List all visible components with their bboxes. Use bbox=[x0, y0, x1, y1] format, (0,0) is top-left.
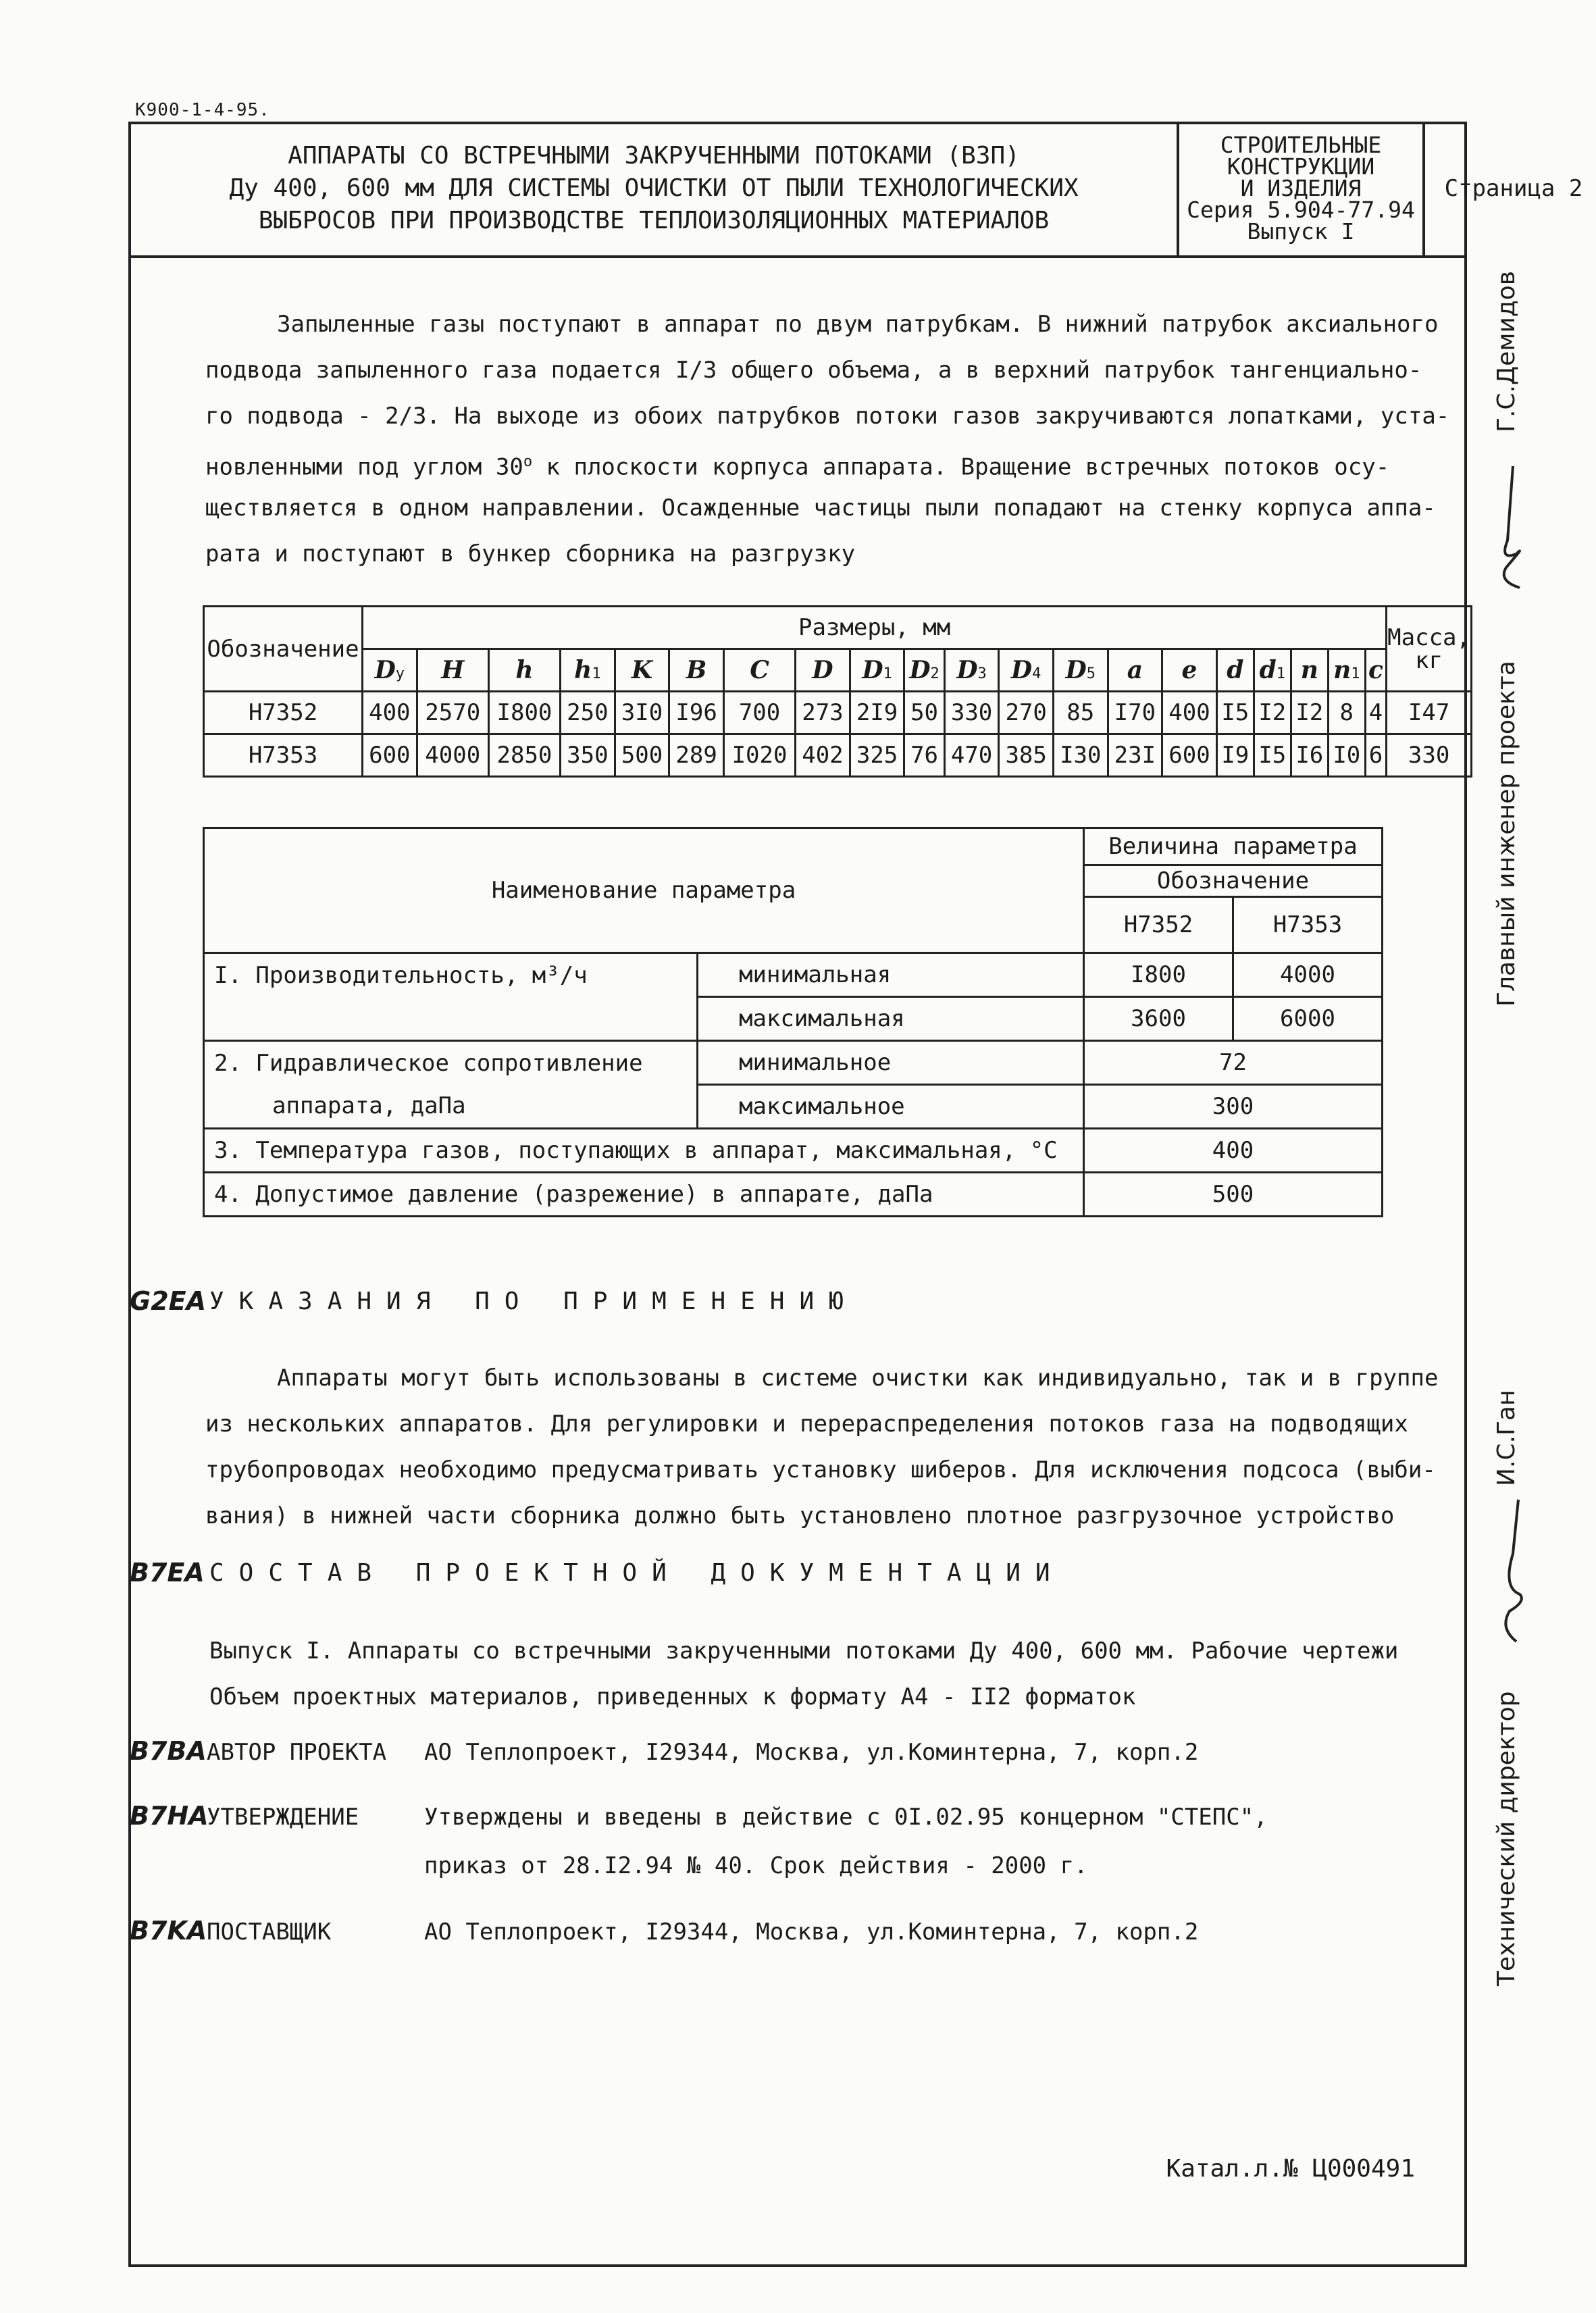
dimension-symbol: d1 bbox=[1254, 649, 1291, 692]
dimension-symbol: H bbox=[417, 649, 488, 692]
dimension-cell: 600 bbox=[1162, 734, 1217, 777]
docs-line: Выпуск I. Аппараты со встречными закрученными потоками Ду 400, 600 мм. Рабочие чертежи bbox=[209, 1637, 1399, 1664]
dimension-cell: I800 bbox=[488, 692, 560, 734]
series-line: Выпуск I bbox=[1247, 218, 1355, 245]
title-block bbox=[128, 122, 1583, 258]
usage-line: из нескольких аппаратов. Для регулировки и перераспределения потоков газа на подводящих bbox=[205, 1410, 1408, 1438]
intro-line: рата и поступают в бункер сборника на разгрузку bbox=[205, 540, 856, 567]
intro-line: новленными под углом $30^о$ к плоскости корпуса аппарата. Вращение встречных потоков осу- bbox=[205, 453, 1390, 481]
dimension-symbol: n bbox=[1291, 649, 1328, 692]
author-text: АО Теплопроект, I29344, Москва, ул.Коминтерна, 7, корп.2 bbox=[424, 1739, 1199, 1766]
dimension-cell: I2 bbox=[1254, 692, 1291, 734]
dimension-cell: 273 bbox=[796, 692, 850, 734]
dimension-symbol: a bbox=[1108, 649, 1162, 692]
dimension-cell: I30 bbox=[1053, 734, 1108, 777]
section-code: B7KA bbox=[130, 1916, 207, 1946]
dimension-cell: 2850 bbox=[488, 734, 560, 777]
dimension-symbol: D bbox=[796, 649, 850, 692]
param-value: 300 bbox=[1084, 1085, 1383, 1129]
dimension-cell: 3I0 bbox=[615, 692, 669, 734]
section-code: B7HA bbox=[130, 1801, 209, 1831]
usage-line: Аппараты могут быть использованы в системе очистки как индивидуально, так и в группе bbox=[277, 1365, 1439, 1392]
series-line: СТРОИТЕЛЬНЫЕ bbox=[1220, 132, 1382, 158]
param-capacity-label: I. Производительность, м³/ч bbox=[204, 953, 698, 1041]
dimension-symbol: h bbox=[488, 649, 560, 692]
chief-engineer-title: Главный инженер проекта bbox=[1493, 661, 1520, 1007]
dimension-cell: 6 bbox=[1365, 734, 1386, 777]
section-code: B7EA bbox=[130, 1558, 205, 1587]
dimension-symbol: e bbox=[1162, 649, 1217, 692]
param-value: 4000 bbox=[1233, 953, 1383, 997]
param-value: 6000 bbox=[1233, 997, 1383, 1041]
dimension-symbol: n1 bbox=[1328, 649, 1365, 692]
dimension-cell: 76 bbox=[904, 734, 944, 777]
dimension-symbol: d bbox=[1216, 649, 1254, 692]
dimension-cell: 2570 bbox=[417, 692, 488, 734]
mass-cell: I47 bbox=[1387, 692, 1472, 734]
dimension-cell: I0 bbox=[1328, 734, 1365, 777]
dimensions-table bbox=[203, 605, 1472, 778]
title-line: Ду 400, 600 мм ДЛЯ СИСТЕМЫ ОЧИСТКИ ОТ ПЫЛИ ТЕХНОЛОГИЧЕСКИХ bbox=[229, 174, 1079, 202]
intro-line: подвода запыленного газа подается I/3 общего объема, а в верхний патрубок тангенциально- bbox=[205, 357, 1422, 384]
series-line: Серия 5.904-77.94 bbox=[1187, 197, 1415, 223]
dimension-cell: 400 bbox=[363, 692, 417, 734]
series-line: КОНСТРУКЦИИ bbox=[1227, 153, 1375, 180]
approval-label: УТВЕРЖДЕНИЕ bbox=[207, 1804, 359, 1831]
designation-cell: H7353 bbox=[204, 734, 363, 777]
param-sub-label: минимальная bbox=[698, 953, 1084, 997]
section-code: G2EA bbox=[130, 1286, 206, 1316]
dimension-cell: 400 bbox=[1162, 692, 1217, 734]
dimension-cell: 470 bbox=[944, 734, 999, 777]
dimension-cell: 330 bbox=[944, 692, 999, 734]
series-block bbox=[1179, 122, 1425, 255]
param-sub-label: минимальное bbox=[698, 1041, 1084, 1085]
dimension-symbol: D5 bbox=[1053, 649, 1108, 692]
catalog-number: Катал.л.№ Ц000491 bbox=[1166, 2155, 1415, 2183]
dimension-cell: I6 bbox=[1291, 734, 1328, 777]
dimension-symbol: h1 bbox=[561, 649, 615, 692]
dimension-cell: 385 bbox=[999, 734, 1054, 777]
dimension-symbol: D3 bbox=[944, 649, 999, 692]
sizes-header: Размеры, мм bbox=[363, 607, 1387, 649]
dimension-cell: I70 bbox=[1108, 692, 1162, 734]
dimension-cell: I5 bbox=[1216, 692, 1254, 734]
param-resistance-label: аппарата, даПа bbox=[204, 1085, 698, 1129]
mass-cell: 330 bbox=[1387, 734, 1472, 777]
document-code: К900-1-4-95. bbox=[135, 100, 270, 120]
dimension-symbol: K bbox=[615, 649, 669, 692]
page-number: Страница 2 bbox=[1444, 175, 1583, 202]
dimension-cell: I5 bbox=[1254, 734, 1291, 777]
supplier-label: ПОСТАВЩИК bbox=[207, 1918, 332, 1946]
param-value: 72 bbox=[1084, 1041, 1383, 1085]
param-value-header: Величина параметра bbox=[1084, 828, 1383, 865]
dimension-cell: 4000 bbox=[417, 734, 488, 777]
dimension-cell: 23I bbox=[1108, 734, 1162, 777]
dimension-symbol: C bbox=[723, 649, 795, 692]
director-title: Технический директор bbox=[1493, 1691, 1520, 1986]
dimension-cell: I9 bbox=[1216, 734, 1254, 777]
param-pressure-label: 4. Допустимое давление (разрежение) в аппарате, даПа bbox=[204, 1173, 1084, 1217]
dimension-cell: 500 bbox=[615, 734, 669, 777]
dimension-cell: 350 bbox=[561, 734, 615, 777]
usage-section-title: УКАЗАНИЯ ПО ПРИМЕНЕНИЮ bbox=[209, 1288, 858, 1315]
dimension-cell: 8 bbox=[1328, 692, 1365, 734]
signature-gan-icon bbox=[1486, 1493, 1533, 1648]
dimension-cell: 402 bbox=[796, 734, 850, 777]
param-value: 3600 bbox=[1084, 997, 1233, 1041]
approval-line: приказ от 28.I2.94 № 40. Срок действия - 2000 г. bbox=[424, 1852, 1088, 1879]
dimension-cell: 250 bbox=[561, 692, 615, 734]
mass-header: Масса, кг bbox=[1387, 607, 1472, 692]
section-code: B7BA bbox=[130, 1736, 207, 1766]
dimension-cell: I020 bbox=[723, 734, 795, 777]
dimension-cell: 600 bbox=[363, 734, 417, 777]
parameters-table bbox=[203, 827, 1383, 1217]
dimension-cell: 289 bbox=[669, 734, 724, 777]
supplier-text: АО Теплопроект, I29344, Москва, ул.Коминтерна, 7, корп.2 bbox=[424, 1918, 1199, 1946]
dimension-symbol: D4 bbox=[999, 649, 1054, 692]
intro-line: го подвода - 2/3. На выходе из обоих патрубков потоки газов закручиваются лопатками, уста- bbox=[205, 403, 1450, 430]
docs-line: Объем проектных материалов, приведенных к формату А4 - II2 форматок bbox=[209, 1683, 1136, 1710]
param-value: 400 bbox=[1084, 1129, 1383, 1173]
dimension-cell: 2I9 bbox=[850, 692, 904, 734]
param-value: 500 bbox=[1084, 1173, 1383, 1217]
param-name-header: Наименование параметра bbox=[204, 828, 1084, 953]
designation-cell: H7352 bbox=[204, 692, 363, 734]
title-line: ВЫБРОСОВ ПРИ ПРОИЗВОДСТВЕ ТЕПЛОИЗОЛЯЦИОННЫХ МАТЕРИАЛОВ bbox=[258, 207, 1050, 234]
signature-demidov-icon bbox=[1486, 459, 1533, 594]
param-temperature-label: 3. Температура газов, поступающих в аппарат, максимальная, °С bbox=[204, 1129, 1084, 1173]
param-designation-header: Обозначение bbox=[1084, 865, 1383, 897]
dimension-symbol: D1 bbox=[850, 649, 904, 692]
dimension-cell: I2 bbox=[1291, 692, 1328, 734]
dimension-cell: I96 bbox=[669, 692, 724, 734]
intro-line: ществляется в одном направлении. Осажденные частицы пыли попадают на стенку корпуса аппа- bbox=[205, 494, 1436, 522]
author-label: АВТОР ПРОЕКТА bbox=[207, 1739, 387, 1766]
dimension-symbol: c bbox=[1365, 649, 1386, 692]
docs-section-title: СОСТАВ ПРОЕКТНОЙ ДОКУМЕНТАЦИИ bbox=[209, 1559, 1065, 1587]
dimension-symbol: B bbox=[669, 649, 724, 692]
approval-line: Утверждены и введены в действие с 0I.02.95 концерном "СТЕПС", bbox=[424, 1804, 1268, 1831]
dimension-cell: 85 bbox=[1053, 692, 1108, 734]
dimension-cell: 270 bbox=[999, 692, 1054, 734]
param-value: I800 bbox=[1084, 953, 1233, 997]
chief-engineer-name: Г.С.Демидов bbox=[1493, 271, 1520, 432]
usage-line: вания) в нижней части сборника должно быть установлено плотное разгрузочное устройство bbox=[205, 1502, 1395, 1529]
param-model-h7352: H7352 bbox=[1084, 897, 1233, 953]
dimension-cell: 50 bbox=[904, 692, 944, 734]
dimension-symbol: Dу bbox=[363, 649, 417, 692]
dimension-cell: 700 bbox=[723, 692, 795, 734]
document-title bbox=[131, 122, 1179, 255]
param-sub-label: максимальная bbox=[698, 997, 1084, 1041]
param-sub-label: максимальное bbox=[698, 1085, 1084, 1129]
usage-line: трубопроводах необходимо предусматривать установку шиберов. Для исключения подсоса (выби- bbox=[205, 1456, 1436, 1483]
series-line: И ИЗДЕЛИЯ bbox=[1240, 175, 1362, 201]
intro-line: Запыленные газы поступают в аппарат по двум патрубкам. В нижний патрубок аксиального bbox=[277, 311, 1439, 338]
title-line: АППАРАТЫ СО ВСТРЕЧНЫМИ ЗАКРУЧЕННЫМИ ПОТОКАМИ (ВЗП) bbox=[288, 142, 1020, 170]
director-name: И.С.Ган bbox=[1493, 1390, 1520, 1486]
dimension-cell: 4 bbox=[1365, 692, 1386, 734]
dimension-symbol: D2 bbox=[904, 649, 944, 692]
designation-header: Обозначение bbox=[204, 607, 363, 692]
param-model-h7353: H7353 bbox=[1233, 897, 1383, 953]
dimension-cell: 325 bbox=[850, 734, 904, 777]
param-resistance-label: 2. Гидравлическое сопротивление bbox=[204, 1041, 698, 1085]
